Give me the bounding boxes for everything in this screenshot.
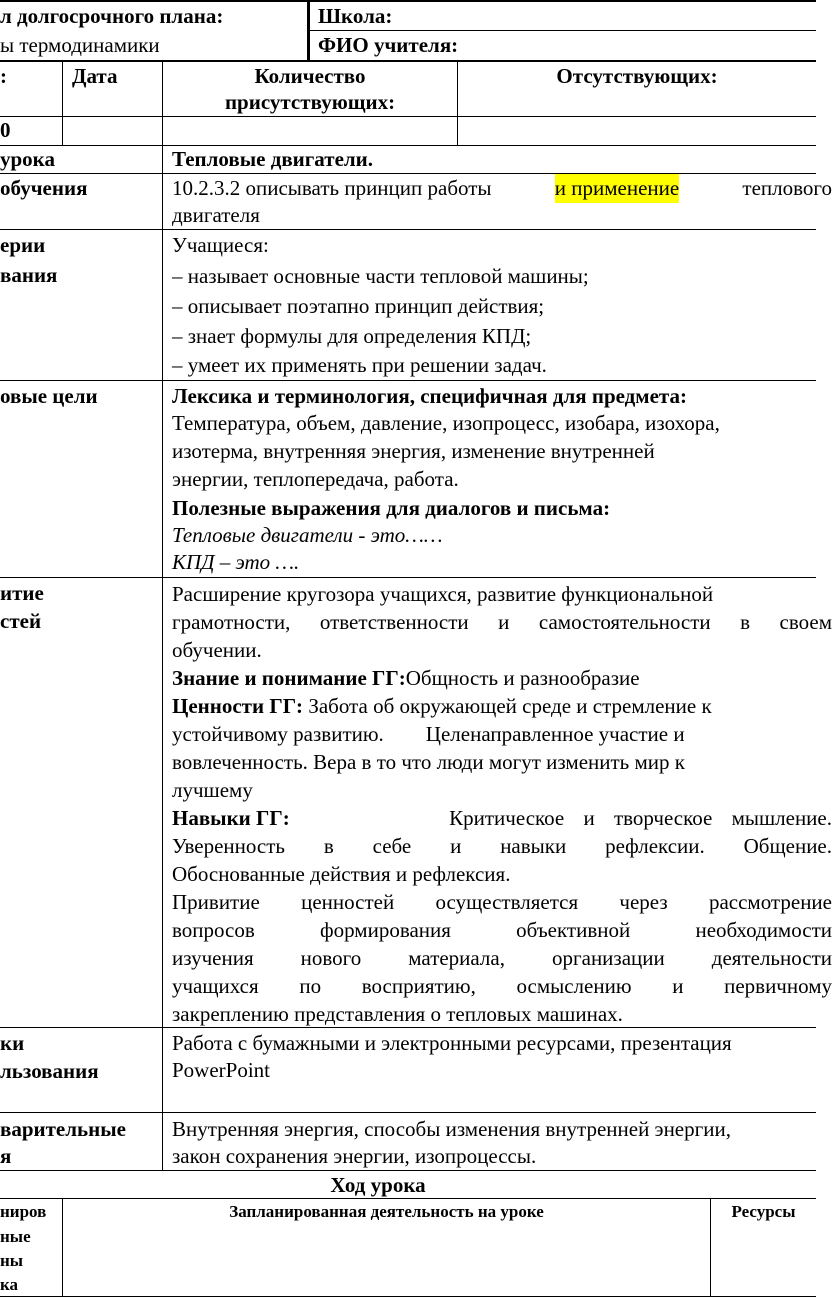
attendance-row-value: 0	[0, 118, 11, 142]
skills-line1	[172, 804, 832, 833]
ict-label-2: льзования	[0, 1059, 99, 1083]
skills-line2: Уверенность в себе и навыки рефлексии. Общение.	[172, 834, 832, 858]
criteria-item: – умеет их применять при решении задач.	[172, 353, 547, 377]
prior-line1: Внутренняя энергия, способы изменения внутренней энергии,	[172, 1117, 731, 1141]
planned-activity-header: Запланированная деятельность на уроке	[229, 1202, 544, 1221]
values-p3-line1: Привитие ценностей осуществляется через рассмотрение	[172, 890, 832, 914]
criteria-intro: Учащиеся:	[172, 233, 269, 257]
topic-value: Тепловые двигатели.	[172, 147, 374, 171]
lesson-col1-line: ниров	[0, 1202, 47, 1221]
school-label: Школа:	[318, 4, 393, 28]
resources-header: Ресурсы	[731, 1202, 796, 1221]
date-label: Дата	[72, 64, 118, 88]
ict-label-1: ки	[0, 1031, 25, 1055]
teacher-label: ФИО учителя:	[318, 33, 459, 57]
values-gg-line3: вовлеченность. Вера в то что люди могут изменить мир к	[172, 750, 685, 774]
knowledge-line	[172, 664, 640, 693]
prior-label-2: я	[0, 1144, 12, 1168]
goals-line1-end: теплового	[742, 176, 832, 200]
ict-line1: Работа с бумажными и электронными ресурсами, презентация	[172, 1031, 732, 1055]
lesson-title: Ход урока	[330, 1173, 426, 1197]
language-terms-line2: изотерма, внутренняя энергия, изменение внутренней	[172, 439, 655, 463]
goals-line1	[172, 174, 832, 203]
values-p3-line3: изучения нового материала, организации деятельности	[172, 946, 832, 970]
values-p1-line2: грамотности, ответственности и самостоятельности в своем	[172, 610, 832, 634]
values-label-1: итие	[0, 581, 44, 605]
language-heading-phrases: Полезные выражения для диалогов и письма:	[172, 496, 611, 520]
goals-line1-start: 10.2.3.2 описывать принцип работы	[172, 176, 492, 200]
topic-label: урока	[0, 147, 55, 171]
prior-label-1: варительные	[0, 1117, 126, 1141]
lesson-col1-line: ка	[0, 1275, 19, 1294]
language-phrase-1: Тепловые двигатели - это……	[172, 523, 443, 547]
attendance-col1-label: :	[0, 64, 7, 88]
values-gg-line2: устойчивому развитию. Целенаправленное участие и	[172, 722, 685, 746]
values-p1-line1: Расширение кругозора учащихся, развитие функциональной	[172, 582, 714, 606]
values-p3-line2: вопросов формирования объективной необходимости	[172, 918, 832, 942]
goals-line2: двигателя	[172, 203, 260, 227]
absent-label: Отсутствующих:	[556, 64, 718, 88]
present-label-line1: Количество	[254, 64, 366, 88]
language-terms-line1: Температура, объем, давление, изопроцесс, изобара, изохора,	[172, 411, 720, 435]
values-gg-label: Ценности ГГ:	[172, 694, 304, 718]
skills-line3: Обоснованные действия и рефлексия.	[172, 862, 511, 886]
values-label-2: стей	[0, 609, 42, 633]
knowledge-text: Общность и разнообразие	[405, 666, 640, 690]
criteria-item: – называет основные части тепловой машины;	[172, 264, 589, 288]
long-plan-value: ы термодинамики	[0, 33, 160, 57]
language-terms-line3: энергии, теплопередача, работа.	[172, 467, 459, 491]
values-p3-line4: учащихся по восприятию, осмыслению и первичному	[172, 974, 832, 998]
skills-label: Навыки ГГ:	[172, 806, 290, 830]
language-label: овые цели	[0, 384, 98, 408]
criteria-label-1: ерии	[0, 233, 46, 257]
language-phrase-2: КПД – это ….	[172, 550, 300, 574]
knowledge-label: Знание и понимание ГГ:	[172, 666, 406, 690]
lesson-col1-line: ны	[0, 1251, 24, 1270]
present-label-line2: присутствующих:	[224, 90, 396, 114]
values-p3-line5: закреплению представления о тепловых машинах.	[172, 1002, 623, 1026]
values-gg-line4: лучшему	[172, 778, 253, 802]
criteria-item: – описывает поэтапно принцип действия;	[172, 294, 545, 318]
prior-line2: закон сохранения энергии, изопроцессы.	[172, 1144, 537, 1168]
ict-line2: PowerPoint	[172, 1058, 271, 1082]
long-plan-label: л долгосрочного плана:	[0, 4, 224, 28]
criteria-label-2: вания	[0, 263, 58, 287]
values-p1-line3: обучении.	[172, 638, 262, 662]
values-gg-line1: Ценности ГГ: Забота об окружающей среде и стремление к	[172, 694, 712, 718]
criteria-item: – знает формулы для определения КПД;	[172, 324, 532, 348]
skills-text-1: Критическое и творческое мышление.	[449, 806, 832, 830]
language-heading-terms: Лексика и терминология, специфичная для предмета:	[172, 384, 687, 408]
goals-label: обучения	[0, 176, 88, 200]
lesson-col1-line: ные	[0, 1227, 31, 1246]
goals-highlight: и применение	[555, 174, 679, 203]
